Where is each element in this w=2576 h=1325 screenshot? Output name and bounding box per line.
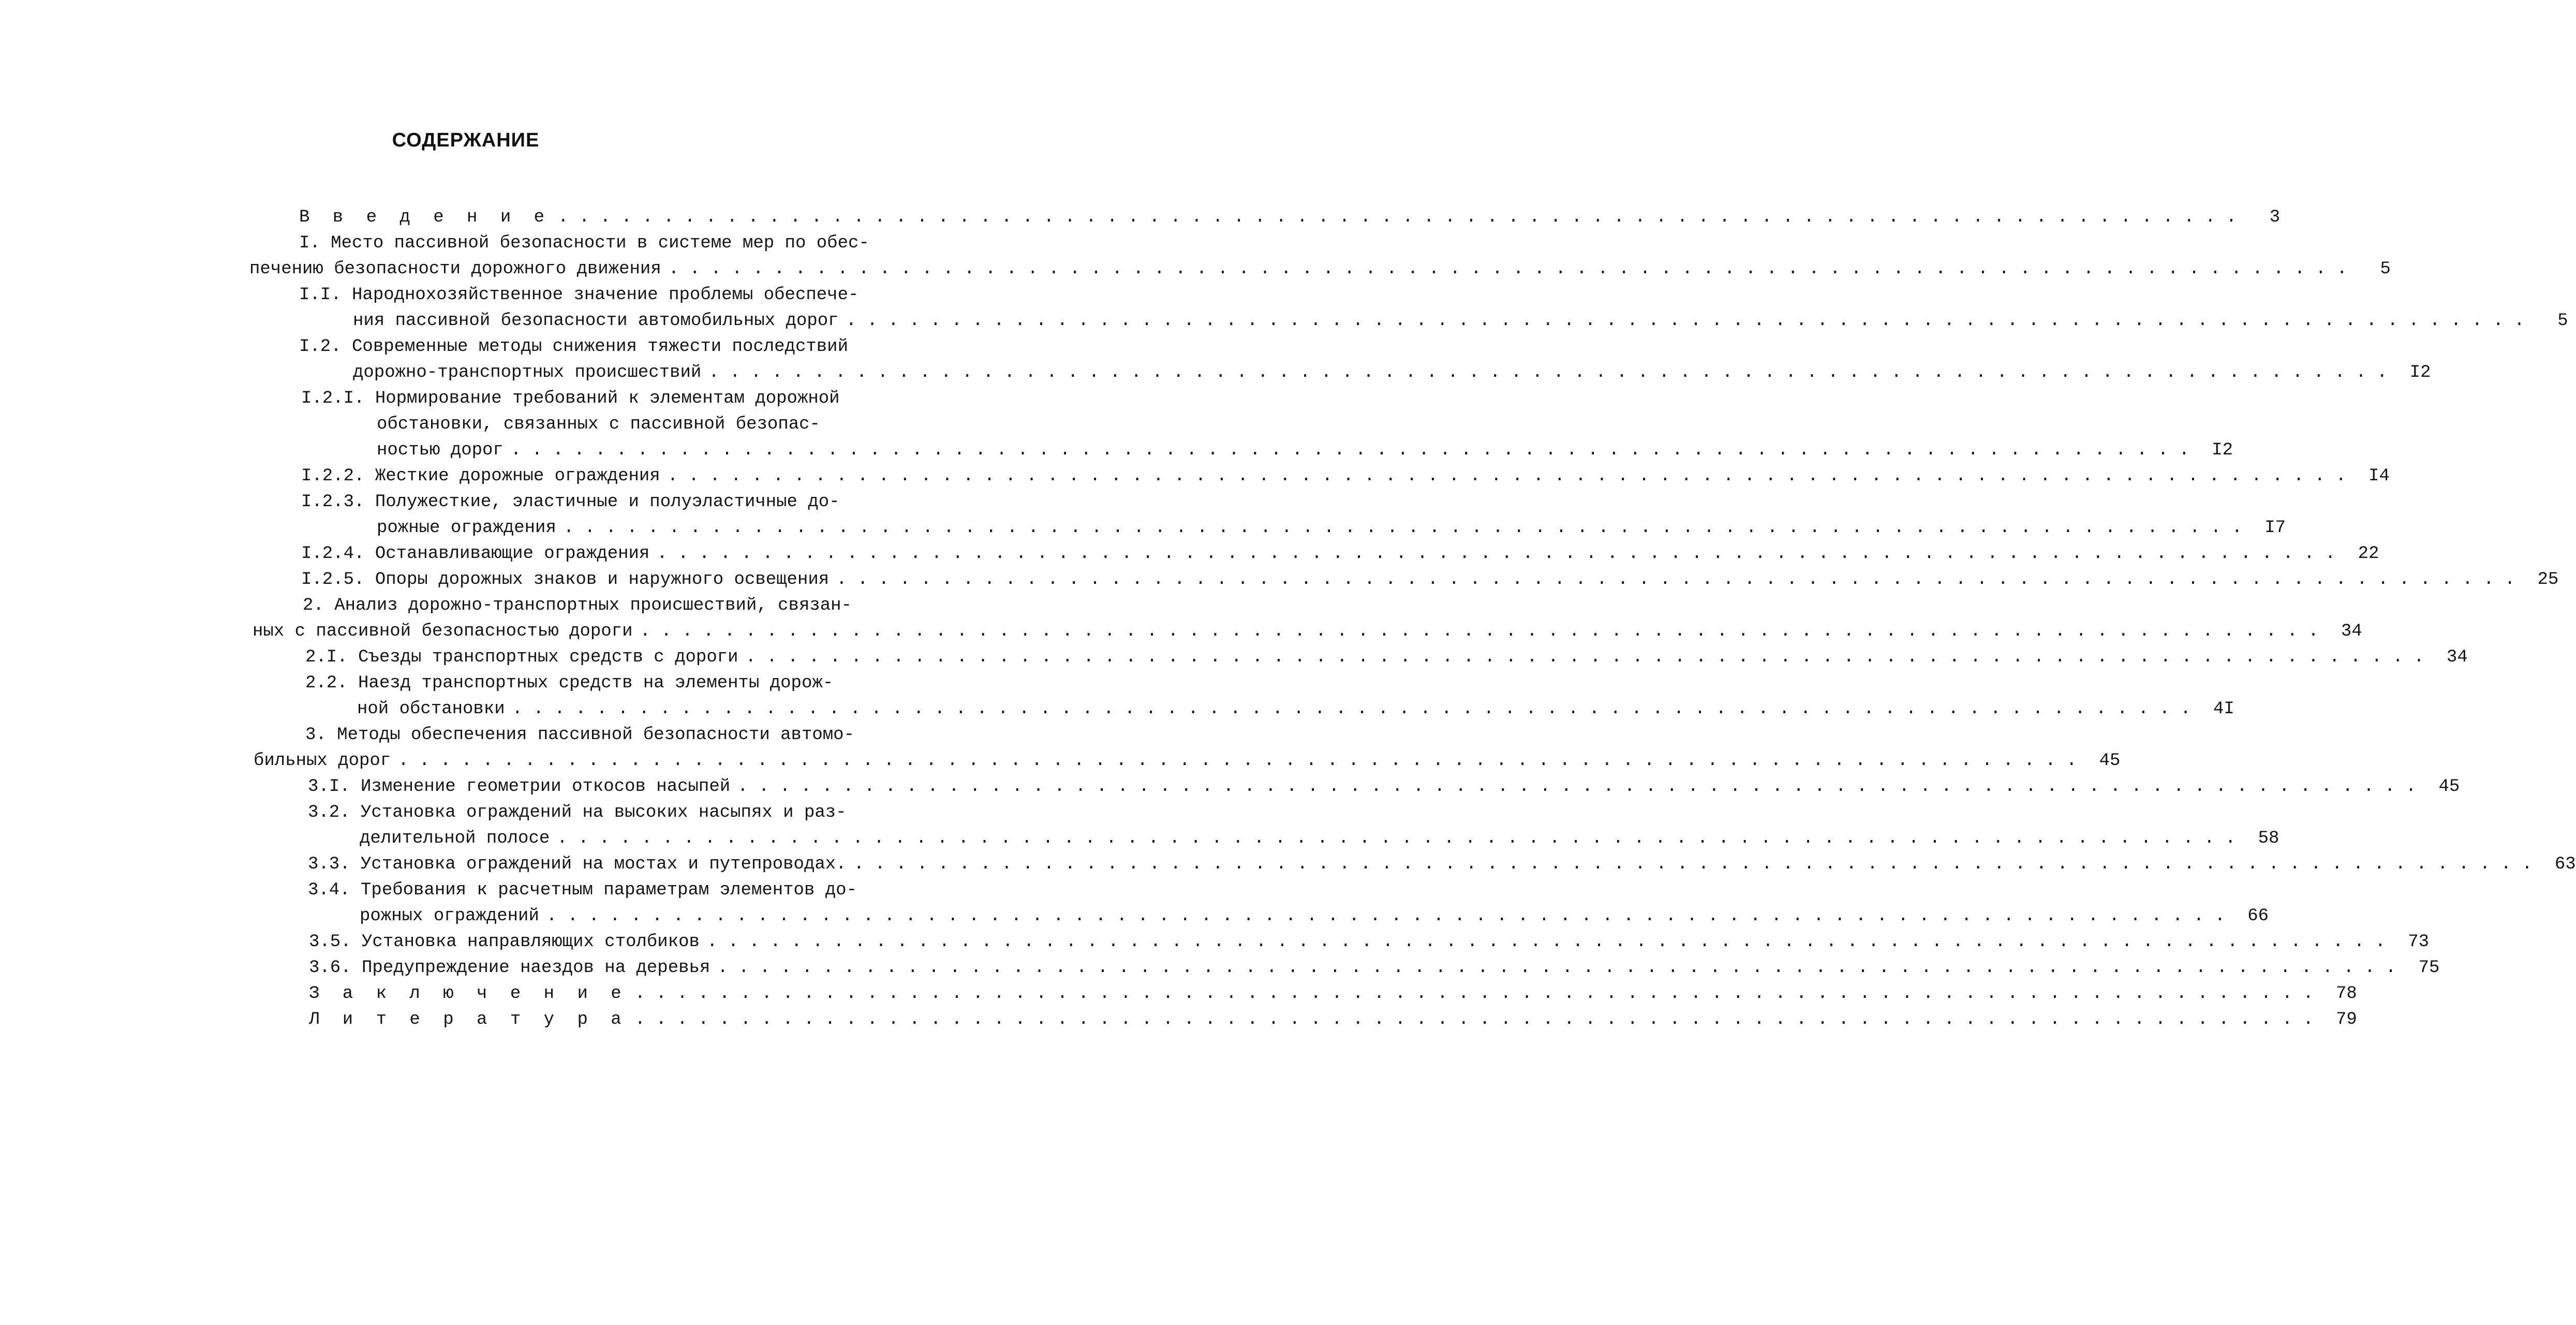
toc-entry-1-2-3-continuation [377,515,2286,541]
toc-entry-text: 3.3. Установка ограждений на мостах и путепроводах. [308,855,847,874]
toc-entry-1-2-3: I.2.3. Полужесткие, эластичные и полуэластичные до- [301,492,840,512]
toc-entry-3-5 [309,929,2430,955]
dot-leader: . . . . . . . . . . . . . . . . . . . . . . . . . . . . . . . . . . . . . . . . . . . . . . . . . . . . . . . . . . . . . . . . . . . . . . . . . . . . . . . . [667,466,2346,486]
toc-page-number: 45 [2438,777,2460,797]
toc-entry-1-2-4 [301,541,2379,567]
toc-entry-conclusion [309,981,2357,1007]
toc-entry-1-2-2 [301,463,2390,489]
toc-entry-2-1 [305,644,2468,670]
toc-entry-3: 3. Методы обеспечения пассивной безопасности автомо- [305,725,854,745]
dot-leader: . . . . . . . . . . . . . . . . . . . . . . . . . . . . . . . . . . . . . . . . . . . . . . . . . . . . . . . . . . . . . . . . . . . . . . . . . . . . . . . . [708,363,2388,382]
toc-page-number: I2 [2212,440,2233,460]
toc-page-number: I7 [2264,518,2286,538]
toc-entry-1-continuation [249,256,2391,282]
toc-page-number: 34 [2446,647,2468,667]
toc-entry-1-2: I.2. Современные методы снижения тяжести последствий [299,337,848,357]
dot-leader: . . . . . . . . . . . . . . . . . . . . . . . . . . . . . . . . . . . . . . . . . . . . . . . . . . . . . . . . . . . . . . . . . . . . . . . . . . . . . . . . [706,932,2386,952]
toc-entry-text: ния пассивной безопасности автомобильных дорог [353,311,839,331]
toc-page-number: 58 [2258,829,2279,848]
dot-leader: . . . . . . . . . . . . . . . . . . . . . . . . . . . . . . . . . . . . . . . . . . . . . . . . . . . . . . . . . . . . . . . . . . . . . . . . . . . . . . . . [563,518,2242,538]
toc-page-number: 34 [2341,622,2362,641]
toc-page-number: 4I [2213,699,2234,719]
toc-page-number: 73 [2408,932,2430,952]
toc-entry-text: В в е д е н и е [299,208,551,227]
toc-entry-1: I. Место пассивной безопасности в системе мер по обес- [299,233,869,253]
toc-entry-3-2-continuation [360,826,2279,851]
toc-entry-3-4-continuation [360,903,2269,929]
toc-page-number: I4 [2368,466,2390,486]
toc-entry-text: З а к л ю ч е н и е [309,984,628,1004]
dot-leader: . . . . . . . . . . . . . . . . . . . . . . . . . . . . . . . . . . . . . . . . . . . . . . . . . . . . . . . . . . . . . . . . . . . . . . . . . . . . . . . . [634,984,2314,1004]
toc-page-number: 78 [2336,984,2357,1004]
toc-page-number: 66 [2247,906,2269,926]
toc-entry-1-2-5 [301,567,2559,593]
toc-entry-text: ной обстановки [357,699,505,719]
toc-entry-3-continuation [254,748,2121,774]
toc-entry-text: Л и т е р а т у р а [309,1010,628,1029]
toc-page-number: 5 [2380,259,2391,279]
toc-page-number: 45 [2099,751,2121,771]
toc-page-number: 79 [2336,1010,2357,1029]
dot-leader: . . . . . . . . . . . . . . . . . . . . . . . . . . . . . . . . . . . . . . . . . . . . . . . . . . . . . . . . . . . . . . . . . . . . . . . . . . . . . . . . [512,699,2191,719]
dot-leader: . . . . . . . . . . . . . . . . . . . . . . . . . . . . . . . . . . . . . . . . . . . . . . . . . . . . . . . . . . . . . . . . . . . . . . . . . . . . . . . . [557,829,2236,848]
toc-entry-3-4: 3.4. Требования к расчетным параметрам элементов до- [308,880,857,900]
dot-leader: . . . . . . . . . . . . . . . . . . . . . . . . . . . . . . . . . . . . . . . . . . . . . . . . . . . . . . . . . . . . . . . . . . . . . . . . . . . . . . . . [398,751,2077,771]
toc-entry-1-2-continuation [353,360,2431,386]
dot-leader: . . . . . . . . . . . . . . . . . . . . . . . . . . . . . . . . . . . . . . . . . . . . . . . . . . . . . . . . . . . . . . . . . . . . . . . . . . . . . . . . [510,440,2189,460]
toc-entry-text: 3.6. Предупреждение наездов на деревья [309,958,710,978]
toc-entry-1-2-1: I.2.I. Нормирование требований к элементам дорожной [301,389,840,408]
toc-entry-2-2: 2.2. Наезд транспортных средств на элементы дорож- [305,673,834,693]
dot-leader: . . . . . . . . . . . . . . . . . . . . . . . . . . . . . . . . . . . . . . . . . . . . . . . . . . . . . . . . . . . . . . . . . . . . . . . . . . . . . . . . [836,570,2515,590]
toc-entry-text: 3.I. Изменение геометрии откосов насыпей [308,777,731,797]
toc-entry-text: 3.5. Установка направляющих столбиков [309,932,700,952]
dot-leader: . . . . . . . . . . . . . . . . . . . . . . . . . . . . . . . . . . . . . . . . . . . . . . . . . . . . . . . . . . . . . . . . . . . . . . . . . . . . . . . . [640,622,2319,641]
toc-entry-text: I.2.2. Жесткие дорожные ограждения [301,466,660,486]
toc-entry-text: печению безопасности дорожного движения [249,259,661,279]
toc-page-number: 75 [2418,958,2440,978]
toc-entry-text: 2.I. Съезды транспортных средств с дороги [305,647,738,667]
toc-entry-3-6 [309,955,2440,981]
toc-entry-text: дорожно-транспортных происшествий [353,363,702,382]
toc-page-number: 25 [2537,570,2559,590]
dot-leader: . . . . . . . . . . . . . . . . . . . . . . . . . . . . . . . . . . . . . . . . . . . . . . . . . . . . . . . . . . . . . . . . . . . . . . . . . . . . . . . . [717,958,2396,978]
dot-leader: . . . . . . . . . . . . . . . . . . . . . . . . . . . . . . . . . . . . . . . . . . . . . . . . . . . . . . . . . . . . . . . . . . . . . . . . . . . . . . . . [853,855,2533,874]
dot-leader: . . . . . . . . . . . . . . . . . . . . . . . . . . . . . . . . . . . . . . . . . . . . . . . . . . . . . . . . . . . . . . . . . . . . . . . . . . . . . . . . [558,208,2237,227]
toc-entry-1-2-1-continuation-2 [377,437,2233,463]
toc-entry-introduction [299,204,2281,230]
toc-entry-text: делительной полосе [360,829,550,848]
page-title: СОДЕРЖАНИЕ [392,129,540,151]
toc-entry-2-continuation [253,619,2362,644]
dot-leader: . . . . . . . . . . . . . . . . . . . . . . . . . . . . . . . . . . . . . . . . . . . . . . . . . . . . . . . . . . . . . . . . . . . . . . . . . . . . . . . . [634,1010,2314,1029]
toc-entry-text: I.2.5. Опоры дорожных знаков и наружного освещения [301,570,830,590]
toc-page-number: I2 [2409,363,2431,382]
toc-entry-3-2: 3.2. Установка ограждений на высоких насыпях и раз- [308,803,847,822]
dot-leader: . . . . . . . . . . . . . . . . . . . . . . . . . . . . . . . . . . . . . . . . . . . . . . . . . . . . . . . . . . . . . . . . . . . . . . . . . . . . . . . . [668,259,2347,279]
toc-page-number: 3 [2269,208,2281,227]
toc-entry-text: I.2.4. Останавливающие ограждения [301,544,650,564]
toc-page-number: 63 [2554,855,2576,874]
toc-entry-references [309,1007,2357,1033]
toc-entry-1-2-1-continuation: обстановки, связанных с пассивной безопас- [377,415,820,434]
toc-entry-text: бильных дорог [254,751,391,771]
toc-page-number: 5 [2557,311,2568,331]
toc-entry-3-1 [308,774,2460,800]
dot-leader: . . . . . . . . . . . . . . . . . . . . . . . . . . . . . . . . . . . . . . . . . . . . . . . . . . . . . . . . . . . . . . . . . . . . . . . . . . . . . . . . [546,906,2225,926]
toc-entry-2-2-continuation [357,696,2234,722]
toc-entry-1-1: I.I. Народнохозяйственное значение проблемы обеспече- [299,285,859,305]
toc-entry-text: ностью дорог [377,440,504,460]
toc-page-number: 22 [2358,544,2379,564]
toc-entry-2: 2. Анализ дорожно-транспортных происшествий, связан- [303,596,852,615]
toc-entry-text: рожных ограждений [360,906,539,926]
dot-leader: . . . . . . . . . . . . . . . . . . . . . . . . . . . . . . . . . . . . . . . . . . . . . . . . . . . . . . . . . . . . . . . . . . . . . . . . . . . . . . . . [745,647,2424,667]
dot-leader: . . . . . . . . . . . . . . . . . . . . . . . . . . . . . . . . . . . . . . . . . . . . . . . . . . . . . . . . . . . . . . . . . . . . . . . . . . . . . . . . [846,311,2525,331]
dot-leader: . . . . . . . . . . . . . . . . . . . . . . . . . . . . . . . . . . . . . . . . . . . . . . . . . . . . . . . . . . . . . . . . . . . . . . . . . . . . . . . . [737,777,2417,797]
toc-entry-3-3 [308,851,2576,877]
dot-leader: . . . . . . . . . . . . . . . . . . . . . . . . . . . . . . . . . . . . . . . . . . . . . . . . . . . . . . . . . . . . . . . . . . . . . . . . . . . . . . . . [657,544,2336,564]
toc-entry-1-1-continuation [353,308,2568,334]
toc-entry-text: ных с пассивной безопасностью дороги [253,622,633,641]
toc-entry-text: рожные ограждения [377,518,556,538]
